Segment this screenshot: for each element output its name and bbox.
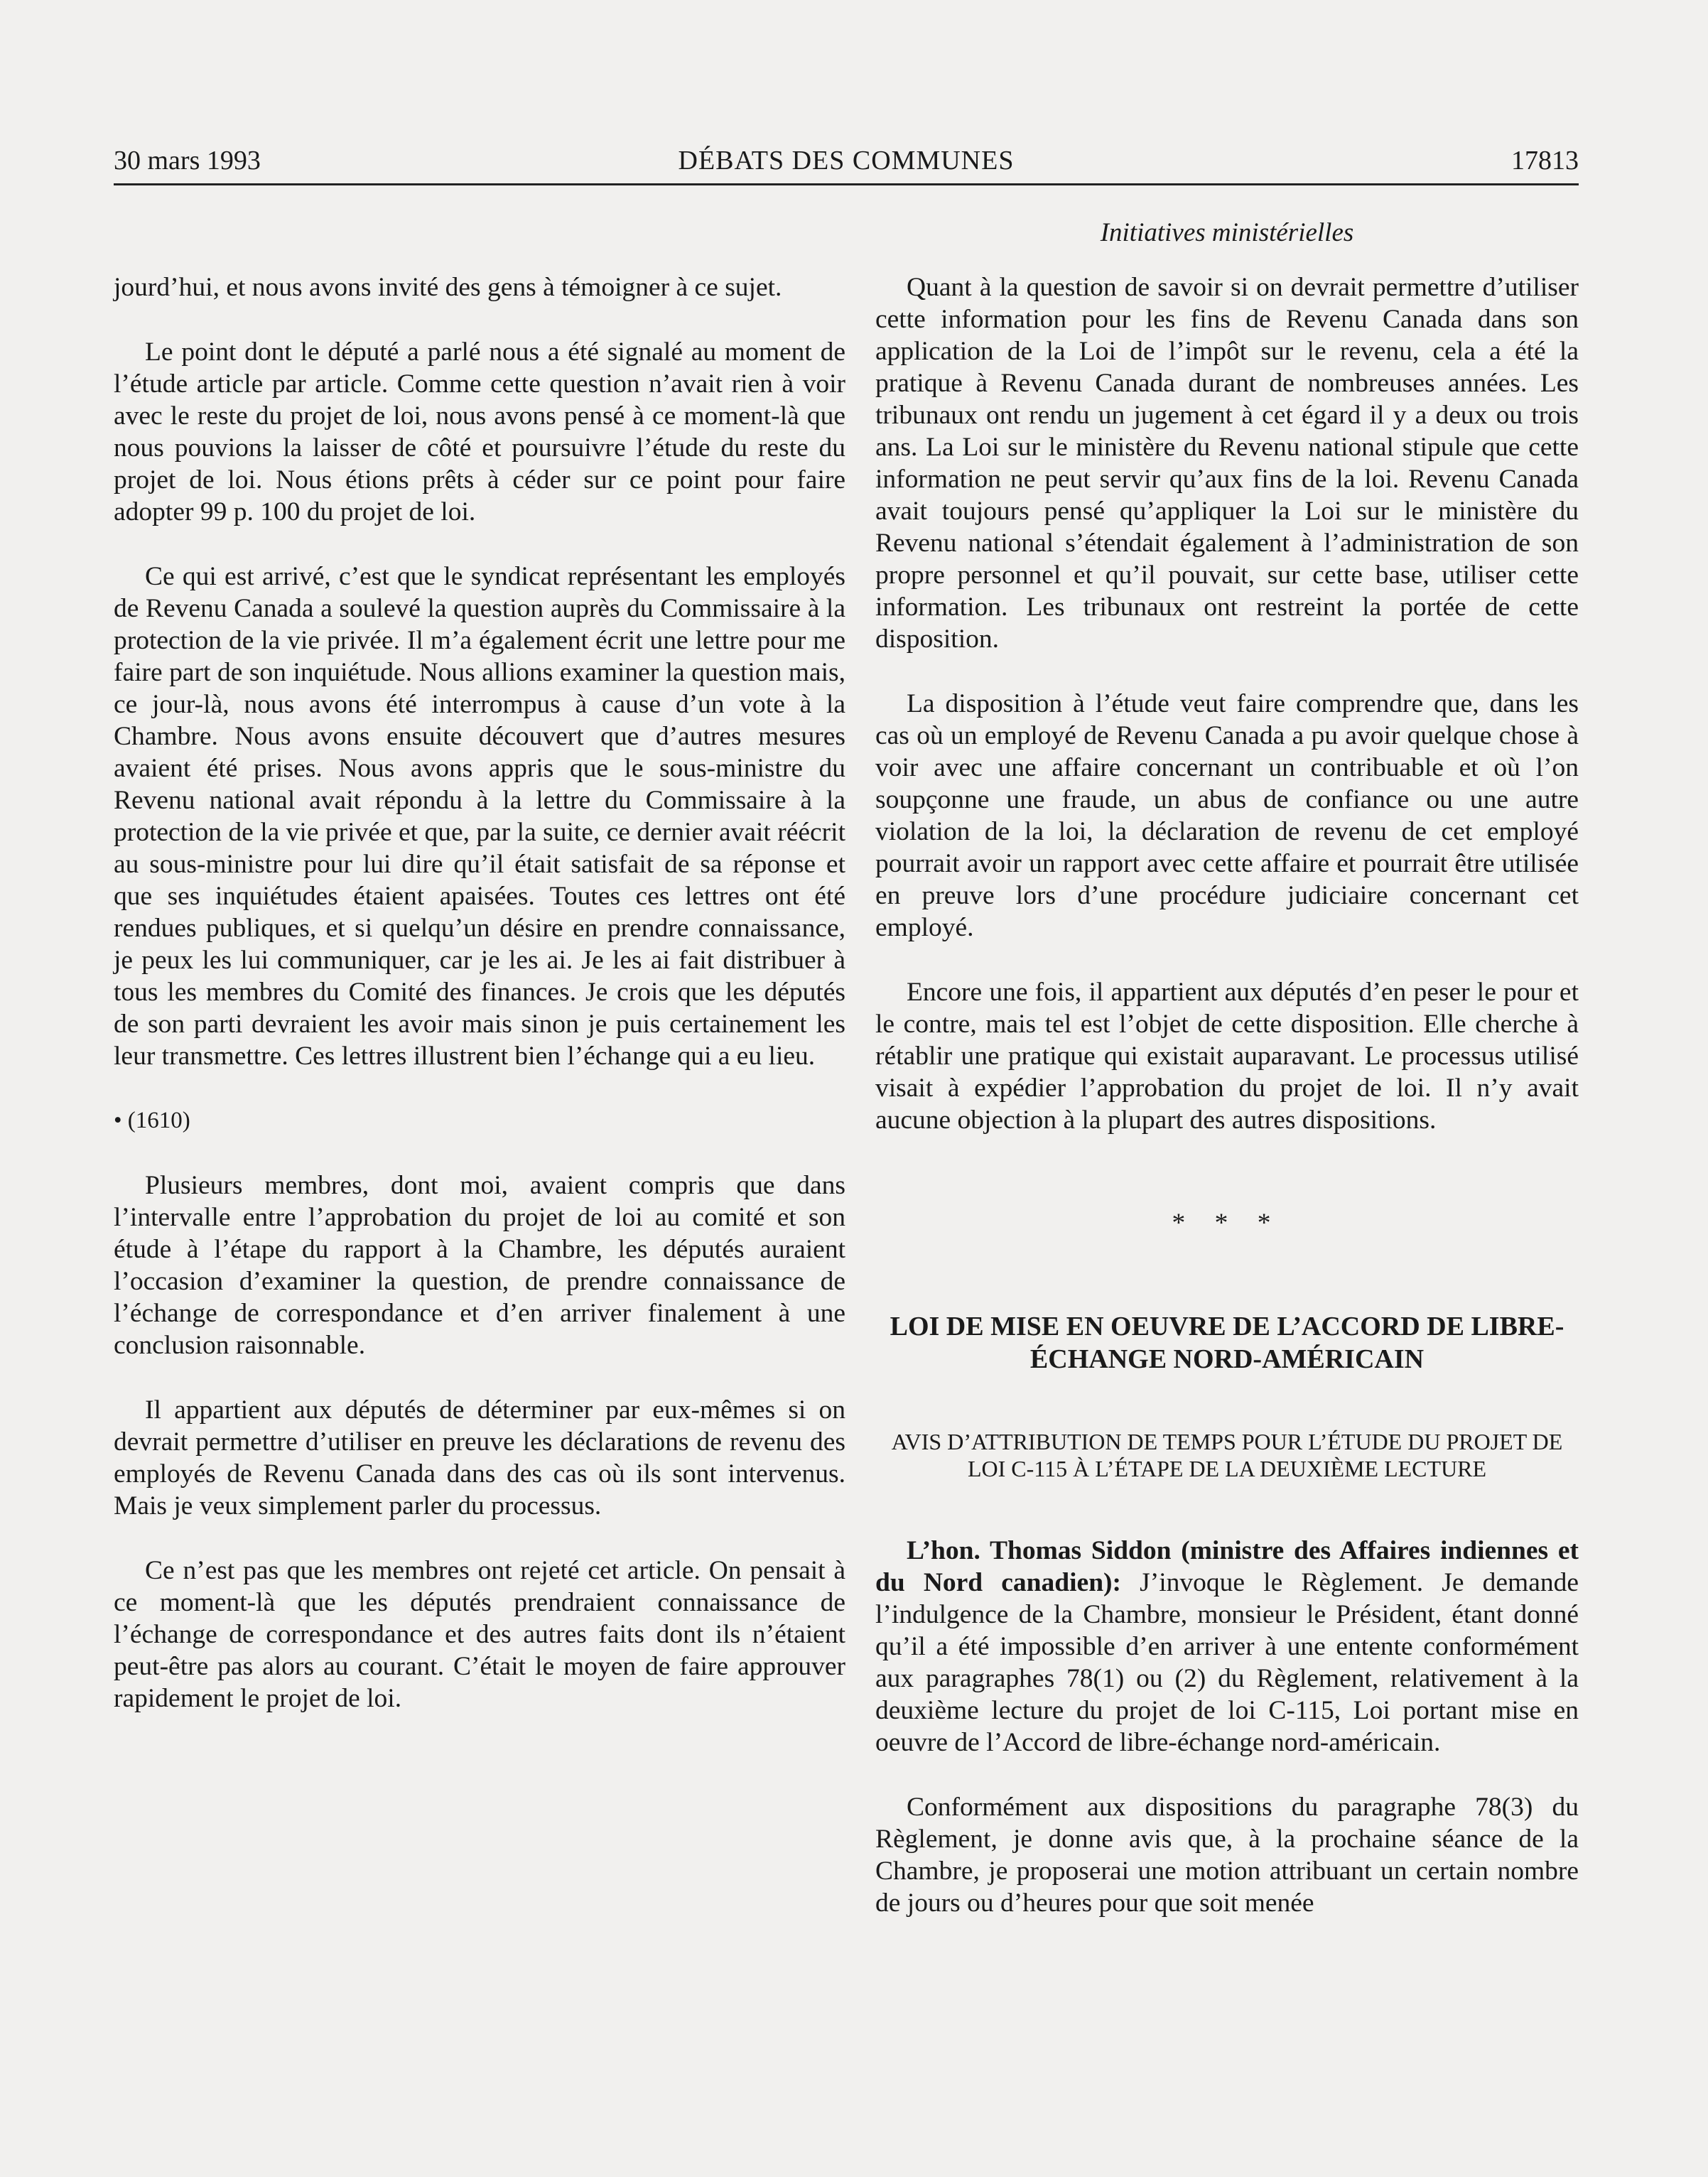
paragraph: Ce qui est arrivé, c’est que le syndicat représentant les employés de Revenu Canada a soulevé la question auprès du Commissaire à la protection de la vie privée. Il m’a également écrit une lettre pour me faire part de son inquiétude. Nous allions examiner la question mais, ce jour-là, nous avons été interrompus à cause d’un vote à la Chambre. Nous avons ensuite découvert que d’autres mesures avaient été prises. Nous avons appris que le sous-ministre du Revenu national avait répondu à la lettre du Commissaire à la protection de la vie privée et que, par la suite, ce dernier avait réécrit au sous-ministre pour lui dire qu’il était satisfait de sa réponse et que ses inquiétudes étaient apaisées. Toutes ces lettres ont été rendues publiques, et si quelqu’un désire en prendre connaissance, je peux les lui communiquer, car je les ai. Je les ai fait distribuer à tous les membres du Comité des finances. Je crois que les députés de son parti devraient les avoir mais sinon je puis certainement les leur transmettre. Ces lettres illustrent bien l’échange qui a eu lieu. [114,562,845,1071]
paragraph: Encore une fois, il appartient aux députés d’en peser le pour et le contre, mais tel est l’objet de cette disposition. Elle cherche à rétablir une pratique qui existait auparavant. Le processus utilisé visait à expédier l’approbation du projet de loi. Il n’y avait aucune objection à la plupart des autres dispositions. [875,978,1579,1135]
speaker-name: L’hon. Thomas Siddon (ministre des Affaires indiennes et du Nord canadien): [875,1536,1579,1597]
paragraph: Plusieurs membres, dont moi, avaient compris que dans l’intervalle entre l’approbation du projet de loi au comité et son étude à l’étape du rapport à la Chambre, les députés auraient l’occasion d’examiner la question, de prendre connaissance de l’échange de correspondance et d’en arriver finalement à une conclusion raisonnable. [114,1171,845,1360]
section-subheading: AVIS D’ATTRIBUTION DE TEMPS POUR L’ÉTUDE DU PROJET DE LOI C-115 À L’ÉTAPE DE LA DEUXIÈME LECTURE [891,1429,1563,1481]
paragraph: Le point dont le député a parlé nous a été signalé au moment de l’étude article par article. Comme cette question n’avait rien à voir avec le reste du projet de loi, nous avons pensé à ce moment-là que nous pouvions la laisser de côté et poursuivre l’étude du reste du projet de loi. Nous étions prêts à céder sur ce point pour faire adopter 99 p. 100 du projet de loi. [114,337,845,526]
speech-text: J’invoque le Règlement. Je demande l’indulgence de la Chambre, monsieur le Président, étant donné qu’il a été impossible d’en arriver à une entente conformément aux paragraphes 78(1) ou (2) du Règlement, relativement à la deuxième lecture du projet de loi C-115, Loi portant mise en oeuvre de l’Accord de libre-échange nord-américain. [875,1568,1579,1757]
section-heading: LOI DE MISE EN OEUVRE DE L’ACCORD DE LIBRE-ÉCHANGE NORD-AMÉRICAIN [890,1312,1564,1374]
page-header [114,142,1579,185]
header-date: 30 mars 1993 [114,146,261,175]
speaker-paragraph [875,1535,1579,1759]
header-rule [114,183,1579,185]
left-column [114,271,845,1747]
paragraph: jourd’hui, et nous avons invité des gens à témoigner à ce sujet. [114,273,782,302]
paragraph: Quant à la question de savoir si on devrait permettre d’utiliser cette information pour les fins de Revenu Canada dans son application de la Loi de l’impôt sur le revenu, cela a été la pratique à Revenu Canada durant de nombreuses années. Les tribunaux ont rendu un jugement à cet égard il y a deux ou trois ans. La Loi sur le ministère du Revenu national stipule que cette information ne peut servir qu’aux fins de la loi. Revenu Canada avait toujours pensé qu’appliquer la Loi sur le ministère du Revenu national s’étendait également à l’administration de son propre personnel et qu’il pouvait, sur cette base, utiliser cette information. Les tribunaux ont restreint la portée de cette disposition. [875,273,1579,654]
paragraph: Ce n’est pas que les membres ont rejeté cet article. On pensait à ce moment-là que les députés prendraient connaissance de l’échange de correspondance et des autres faits dont ils n’étaient peut-être pas alors au courant. C’était le moyen de faire approuver rapidement le projet de loi. [114,1556,845,1713]
time-marker: • (1610) [114,1108,190,1133]
section-separator: * * * [1172,1209,1282,1238]
paragraph: Il appartient aux députés de déterminer par eux-mêmes si on devrait permettre d’utiliser en preuve les déclarations de revenu des employés de Revenu Canada dans des cas où ils sont intervenus. Mais je veux simplement parler du processus. [114,1395,845,1520]
right-column [875,271,1579,1952]
section-label: Initiatives ministérielles [1100,218,1354,247]
paragraph: La disposition à l’étude veut faire comprendre que, dans les cas où un employé de Revenu Canada a pu avoir quelque chose à voir avec une affaire concernant un contribuable et où l’on soupçonne une fraude, un abus de confiance ou une autre violation de la loi, la déclaration de revenu de cet employé pourrait avoir un rapport avec cette affaire et pourrait être utilisée en preuve lors d’une procédure judiciaire concernant cet employé. [875,689,1579,942]
paragraph: Conformément aux dispositions du paragraphe 78(3) du Règlement, je donne avis que, à la prochaine séance de la Chambre, je proposerai une motion attribuant un certain nombre de jours ou d’heures pour que soit menée [875,1793,1579,1918]
header-page-number: 17813 [1511,146,1579,175]
header-title: DÉBATS DES COMMUNES [678,146,1015,175]
